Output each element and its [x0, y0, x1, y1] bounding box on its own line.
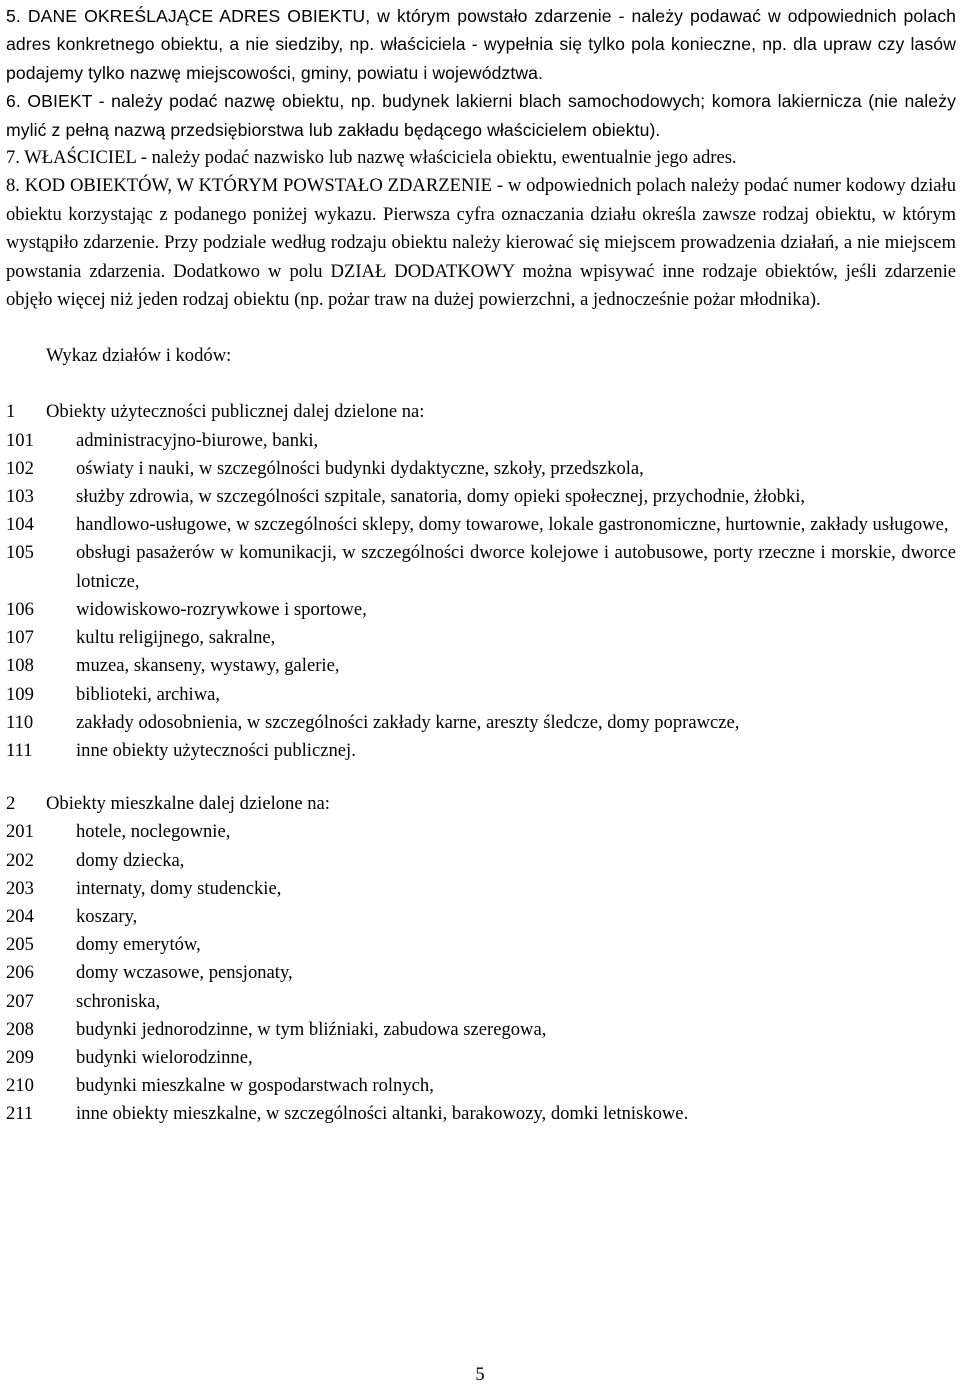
- item-code: 109: [6, 683, 34, 705]
- list-item: [6, 681, 956, 709]
- group-title: Obiekty mieszkalne dalej dzielone na:: [46, 793, 330, 815]
- item-code: 104: [6, 514, 34, 536]
- item-code: 107: [6, 627, 34, 649]
- list-item: [6, 903, 956, 931]
- item-desc: handlowo-usługowe, w szczególności sklepy, domy towarowe, lokale gastronomiczne, hurtownie, zakłady usługowe,: [76, 514, 949, 536]
- item-code: 202: [6, 849, 34, 871]
- list-item: [6, 539, 956, 595]
- item-code: 106: [6, 598, 34, 620]
- list-item: [6, 959, 956, 987]
- spacer: [6, 314, 956, 342]
- item-code: 209: [6, 1046, 34, 1068]
- page-number: 5: [475, 1364, 485, 1385]
- item-desc: domy wczasowe, pensjonaty,: [76, 962, 293, 984]
- item-desc: inne obiekty mieszkalne, w szczególności altanki, barakowozy, domki letniskowe.: [76, 1103, 689, 1125]
- item-code: 210: [6, 1075, 34, 1097]
- list-item: [6, 483, 956, 511]
- item-code: 203: [6, 877, 34, 899]
- list-item: [6, 511, 956, 539]
- item-desc: inne obiekty użyteczności publicznej.: [76, 739, 356, 761]
- list-item: [6, 931, 956, 959]
- item-code: 207: [6, 990, 34, 1012]
- item-desc: hotele, noclegownie,: [76, 821, 231, 843]
- paragraph-6: 6. OBIEKT - należy podać nazwę obiektu, np. budynek lakierni blach samochodowych; komora lakiernicza (nie należy mylić z pełną nazwą przedsiębiorstwa lub zakładu będącego właścicielem obiektu).: [6, 91, 956, 140]
- item-desc: administracyjno-biurowe, banki,: [76, 429, 319, 451]
- group-title: Obiekty użyteczności publicznej dalej dzielone na:: [46, 401, 425, 423]
- code-group-1: [6, 398, 956, 765]
- item-code: 211: [6, 1103, 34, 1125]
- item-desc: domy dziecka,: [76, 849, 185, 871]
- list-item: [6, 1016, 956, 1044]
- item-desc: budynki mieszkalne w gospodarstwach rolnych,: [76, 1075, 434, 1097]
- list-item: [6, 847, 956, 875]
- item-code: 208: [6, 1018, 34, 1040]
- item-desc: oświaty i nauki, w szczególności budynki dydaktyczne, szkoły, przedszkola,: [76, 457, 644, 479]
- group-heading: [6, 398, 956, 426]
- item-desc: budynki jednorodzinne, w tym bliźniaki, zabudowa szeregowa,: [76, 1018, 547, 1040]
- item-code: 103: [6, 486, 34, 508]
- item-desc: muzea, skanseny, wystawy, galerie,: [76, 655, 340, 677]
- list-title: Wykaz działów i kodów:: [46, 345, 232, 367]
- list-item: [6, 875, 956, 903]
- item-desc: zakłady odosobnienia, w szczególności zakłady karne, areszty śledcze, domy poprawcze,: [76, 711, 740, 733]
- list-item: [6, 624, 956, 652]
- list-item: [6, 818, 956, 846]
- code-list: [6, 818, 956, 1128]
- list-item: [6, 1100, 956, 1128]
- list-item: [6, 737, 956, 765]
- spacer: [6, 765, 956, 790]
- group-heading: [6, 790, 956, 818]
- item-desc: kultu religijnego, sakralne,: [76, 627, 276, 649]
- code-group-2: [6, 790, 956, 1128]
- item-desc: budynki wielorodzinne,: [76, 1046, 253, 1068]
- list-item: [6, 596, 956, 624]
- item-code: 108: [6, 655, 34, 677]
- item-desc: służby zdrowia, w szczególności szpitale, sanatoria, domy opieki społecznej, przychodnie, żłobki,: [76, 486, 806, 508]
- list-item: [6, 1044, 956, 1072]
- item-desc: domy emerytów,: [76, 934, 201, 956]
- item-code: 102: [6, 457, 34, 479]
- group-code: 1: [6, 401, 16, 423]
- code-list: [6, 427, 956, 765]
- list-item: [6, 455, 956, 483]
- item-code: 110: [6, 711, 34, 733]
- spacer: [6, 370, 956, 398]
- item-code: 105: [6, 542, 34, 564]
- item-desc: schroniska,: [76, 990, 161, 1012]
- item-desc: widowiskowo-rozrywkowe i sportowe,: [76, 598, 367, 620]
- paragraph-5: 5. DANE OKREŚLAJĄCE ADRES OBIEKTU, w którym powstało zdarzenie - należy podawać w odpowiednich polach adres konkretnego obiektu, a nie siedziby, np. właściciela - wypełnia się tylko pola konieczne, np. dla upraw czy lasów podajemy tylko nazwę miejscowości, gminy, powiatu i województwa.: [6, 6, 956, 83]
- item-code: 201: [6, 821, 34, 843]
- group-code: 2: [6, 793, 16, 815]
- paragraph-7: 7. WŁAŚCICIEL - należy podać nazwisko lub nazwę właściciela obiektu, ewentualnie jego adres.: [6, 147, 737, 169]
- list-item: [6, 1072, 956, 1100]
- item-desc: obsługi pasażerów w komunikacji, w szczególności dworce kolejowe i autobusowe, porty rzeczne i morskie, dworce lotnicze,: [76, 542, 956, 592]
- item-desc: koszary,: [76, 905, 138, 927]
- item-code: 111: [6, 739, 33, 761]
- item-code: 205: [6, 934, 34, 956]
- list-item: [6, 709, 956, 737]
- item-code: 204: [6, 905, 34, 927]
- paragraph-8: 8. KOD OBIEKTÓW, W KTÓRYM POWSTAŁO ZDARZENIE - w odpowiednich polach należy podać numer kodowy działu obiektu korzystając z podanego poniżej wykazu. Pierwsza cyfra oznaczania działu określa zawsze rodzaj obiektu, w którym wystąpiło zdarzenie. Przy podziale według rodzaju obiektu należy kierować się miejscem prowadzenia działań, a nie miejscem powstania zdarzenia. Dodatkowo w polu DZIAŁ DODATKOWY można wpisywać inne rodzaje obiektów, jeśli zdarzenie objęło więcej niż jeden rodzaj obiektu (np. pożar traw na dużej powierzchni, a jednocześnie pożar młodnika).: [6, 175, 956, 311]
- item-desc: biblioteki, archiwa,: [76, 683, 221, 705]
- item-desc: internaty, domy studenckie,: [76, 877, 282, 899]
- document-page: [6, 2, 956, 1129]
- list-item: [6, 652, 956, 680]
- list-item: [6, 988, 956, 1016]
- item-code: 206: [6, 962, 34, 984]
- list-item: [6, 427, 956, 455]
- item-code: 101: [6, 429, 34, 451]
